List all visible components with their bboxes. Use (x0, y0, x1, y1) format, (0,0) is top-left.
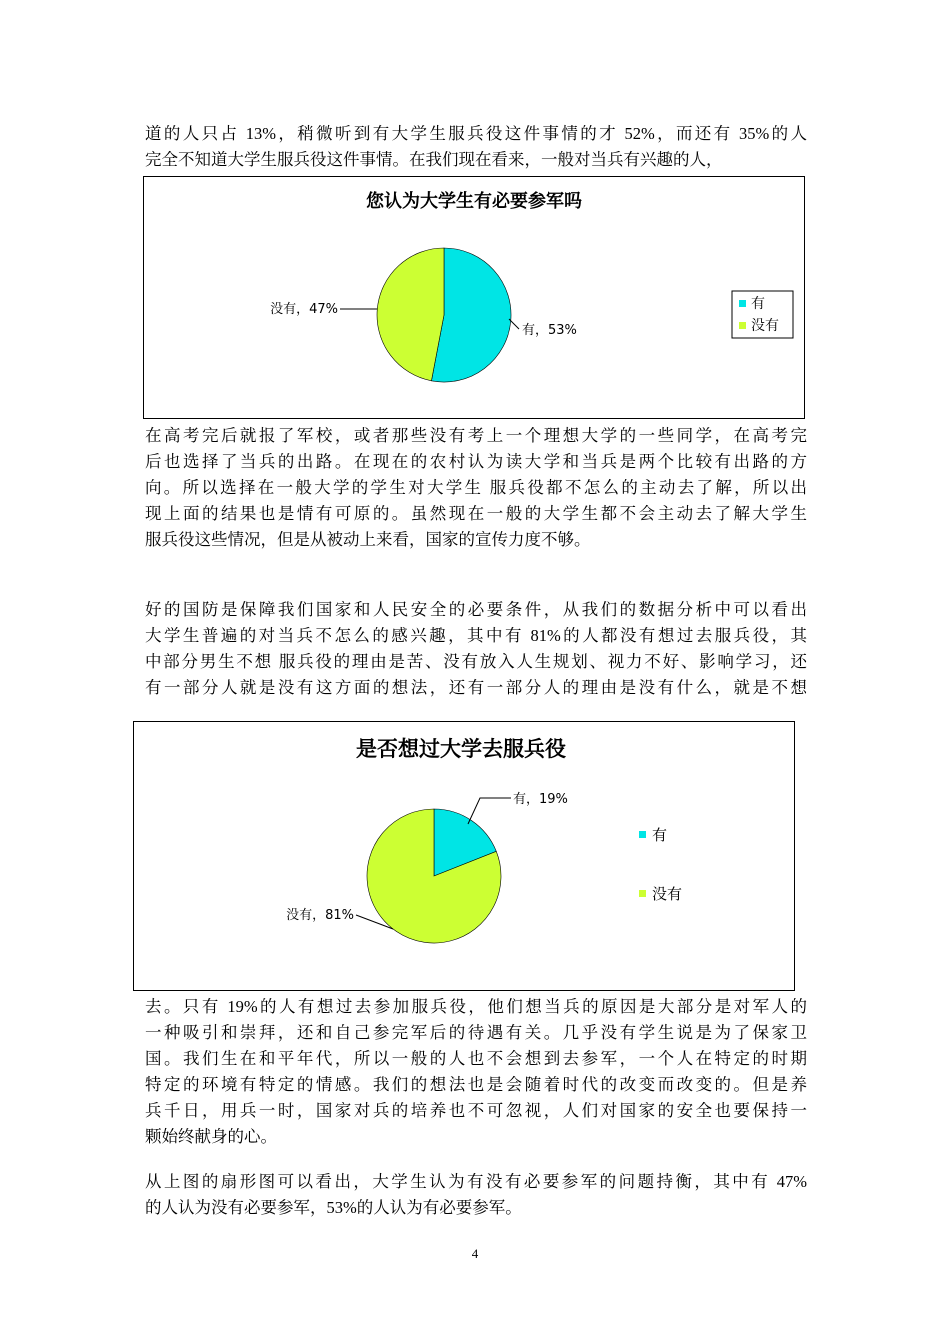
chart2-legend-label-yes: 有 (652, 826, 668, 844)
text-line: 一种吸引和崇拜，还和自己参完军后的待遇有关。几乎没有学生说是为了保家卫 (145, 1023, 807, 1042)
chart2-svg (134, 722, 794, 990)
chart2-label-yes: 有，19% (513, 792, 568, 807)
text-line: 有一部分人就是没有这方面的想法，还有一部分人的理由是没有什么，就是不想 (145, 678, 807, 697)
text-line: 现上面的结果也是情有可原的。虽然现在一般的大学生都不会主动去了解大学生 (145, 504, 807, 523)
paragraph-conclusion (145, 1169, 807, 1221)
text-line: 国。我们生在和平年代，所以一般的人也不会想到去参军，一个人在特定的时期 (145, 1049, 807, 1068)
text-line: 中部分男生不想 服兵役的理由是苦、没有放入人生规划、视力不好、影响学习，还 (145, 652, 807, 671)
page-number: 4 (471, 1246, 479, 1261)
text-line: 服兵役这些情况，但是从被动上来看，国家的宣传力度不够。 (145, 530, 591, 549)
chart1-label-no: 没有，47% (270, 302, 338, 317)
text-line: 大学生普遍的对当兵不怎么的感兴趣，其中有 81%的人都没有想过去服兵役，其 (145, 626, 807, 645)
chart1-slice-no (377, 248, 444, 381)
chart2-leader-yes (468, 798, 511, 824)
paragraph-analysis-2 (145, 597, 807, 701)
paragraph-analysis-1 (145, 423, 807, 553)
chart2-label-no: 没有，81% (286, 908, 354, 923)
paragraph-intro (145, 121, 807, 173)
chart1-title: 您认为大学生有必要参军吗 (366, 191, 582, 212)
pie-chart-necessity (143, 176, 805, 419)
text-line: 兵千日，用兵一时，国家对兵的培养也不可忽视，人们对国家的安全也要保持一 (145, 1101, 807, 1120)
pie-chart-considered (133, 721, 795, 991)
text-line: 从上图的扇形图可以看出，大学生认为有没有必要参军的问题持衡，其中有 47% (145, 1172, 807, 1191)
text-line: 颗始终献身的心。 (145, 1127, 277, 1146)
text-line: 好的国防是保障我们国家和人民安全的必要条件，从我们的数据分析中可以看出 (145, 600, 807, 619)
text-line: 向。所以选择在一般大学的学生对大学生 服兵役都不怎么的主动去了解，所以出 (145, 478, 807, 497)
chart1-svg (144, 177, 804, 418)
chart2-legend-label-no: 没有 (652, 885, 683, 903)
chart2-legend-swatch-yes (639, 831, 646, 838)
text-line: 道的人只占 13%，稍微听到有大学生服兵役这件事情的才 52%，而还有 35%的人 (145, 124, 807, 143)
chart2-legend-swatch-no (639, 890, 646, 897)
text-line: 去。只有 19%的人有想过去参加服兵役，他们想当兵的原因是大部分是对军人的 (145, 997, 807, 1016)
chart1-legend-label-yes: 有 (751, 296, 765, 312)
chart1-legend-swatch-no (739, 322, 746, 329)
text-line: 在高考完后就报了军校，或者那些没有考上一个理想大学的一些同学，在高考完 (145, 426, 807, 445)
chart1-label-yes: 有，53% (522, 323, 577, 338)
chart1-legend-label-no: 没有 (751, 318, 779, 334)
text-line: 后也选择了当兵的出路。在现在的农村认为读大学和当兵是两个比较有出路的方 (145, 452, 807, 471)
text-line: 完全不知道大学生服兵役这件事情。在我们现在看来，一般对当兵有兴趣的人， (145, 150, 723, 169)
paragraph-analysis-3 (145, 994, 807, 1150)
text-line: 特定的环境有特定的情感。我们的想法也是会随着时代的改变而改变的。但是养 (145, 1075, 807, 1094)
chart1-legend-swatch-yes (739, 300, 746, 307)
chart2-title: 是否想过大学去服兵役 (356, 737, 566, 761)
text-line: 的人认为没有必要参军，53%的人认为有必要参军。 (145, 1198, 522, 1217)
